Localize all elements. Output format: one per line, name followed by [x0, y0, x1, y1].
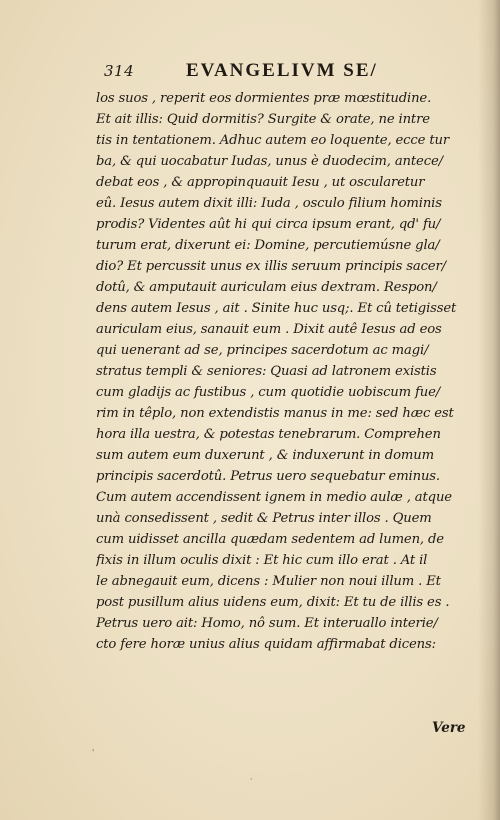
text-line: Petrus uero ait: Homo, nô sum. Et interuallo interie/ — [96, 616, 438, 631]
text-line: Et ait illis: Quid dormitis? Surgite & orate, ne intre — [96, 112, 430, 127]
page-number: 314 — [104, 62, 135, 80]
text-line: sum autem eum duxerunt , & induxerunt in domum — [96, 448, 434, 463]
text-line: debat eos , & appropinquauit Iesu , ut oscularetur — [96, 175, 425, 190]
paper-speck: · — [250, 775, 253, 784]
text-line: stratus templi & seniores: Quasi ad latronem existis — [96, 364, 437, 379]
text-line: principis sacerdotû. Petrus uero sequebatur eminus. — [96, 469, 440, 484]
text-line: unà consedissent , sedit & Petrus inter illos . Quem — [96, 511, 432, 526]
text-line: eû. Iesus autem dixit illi: Iuda , osculo filium hominis — [96, 196, 442, 211]
text-line: prodis? Videntes aût hi qui circa ipsum erant, qd' fu/ — [96, 217, 441, 232]
text-line: dens autem Iesus , ait . Sinite huc usq;. Et cû tetigisset — [96, 301, 457, 316]
text-line: fixis in illum oculis dixit : Et hic cum illo erat . At il — [96, 553, 428, 568]
text-line: post pusillum alius uidens eum, dixit: Et tu de illis es . — [96, 595, 450, 610]
text-line: cum gladijs ac fustibus , cum quotidie uobiscum fue/ — [96, 385, 441, 400]
running-title: EVANGELIVM SE/ — [186, 60, 378, 81]
text-line: hora illa uestra, & potestas tenebrarum. Comprehen — [96, 427, 441, 442]
gutter-shadow — [478, 0, 500, 820]
text-line: cum uidisset ancilla quædam sedentem ad lumen, de — [96, 532, 444, 547]
text-line: turum erat, dixerunt ei: Domine, percutiemúsne gla/ — [96, 238, 440, 253]
body-text — [96, 88, 471, 655]
text-line: Cum autem accendissent ignem in medio aulæ , atque — [96, 490, 452, 505]
text-line: los suos , reperit eos dormientes præ mœstitudine. — [96, 91, 432, 106]
text-line: dotû, & amputauit auriculam eius dextram. Respon/ — [96, 280, 437, 295]
page-header — [104, 60, 444, 84]
text-line: cto fere horæ unius alius quidam affirmabat dicens: — [96, 637, 436, 652]
text-line: dio? Et percussit unus ex illis seruum principis sacer/ — [96, 259, 446, 274]
text-line: le abnegauit eum, dicens : Mulier non noui illum . Et — [96, 574, 441, 589]
text-line: auriculam eius, sanauit eum . Dixit autê Iesus ad eos — [96, 322, 442, 337]
text-line: rim in têplo, non extendistis manus in me: sed hæc est — [96, 406, 454, 421]
text-line: qui uenerant ad se, principes sacerdotum ac magi/ — [96, 343, 429, 358]
text-line: ba, & qui uocabatur Iudas, unus è duodecim, antece/ — [96, 154, 443, 169]
paper-speck: ' — [92, 748, 95, 757]
text-line: tis in tentationem. Adhuc autem eo loquente, ecce tur — [96, 133, 450, 148]
catchword: Vere — [432, 720, 466, 736]
